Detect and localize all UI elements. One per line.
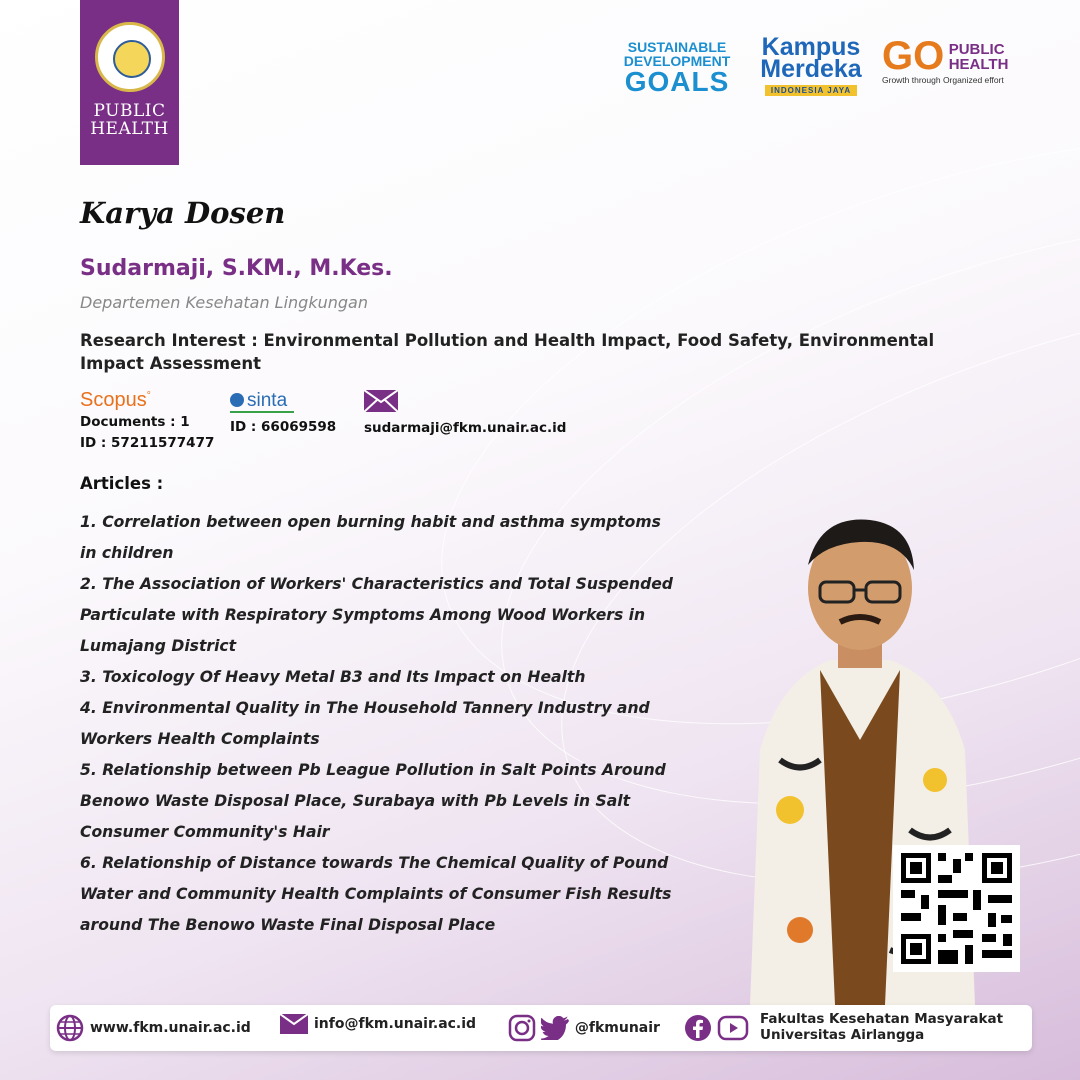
scopus-id: ID : 57211577477 bbox=[80, 435, 215, 451]
envelope-icon bbox=[280, 1014, 308, 1034]
email-text: info@fkm.unair.ac.id bbox=[314, 1016, 477, 1032]
institution-line2: Universitas Airlangga bbox=[760, 1027, 925, 1043]
article-item: 4. Environmental Quality in The Household Tannery Industry and Workers Health Complaints bbox=[80, 699, 650, 748]
instagram-icon bbox=[508, 1014, 536, 1042]
go-mark-text: GO bbox=[882, 34, 945, 78]
sinta-icon bbox=[230, 393, 244, 407]
sinta-logo bbox=[230, 390, 336, 412]
footer-social[interactable] bbox=[508, 1014, 660, 1042]
sdg-line1: SUSTAINABLE bbox=[627, 39, 727, 55]
km-line1: Kampus bbox=[761, 33, 861, 61]
go-tagline: Growth through Organized effort bbox=[882, 75, 1004, 85]
article-item: 6. Relationship of Distance towards The Chemical Quality of Pound Water and Community Health Complaints of Consumer Fish Results around The Benowo Waste Final Disposal Place bbox=[80, 854, 672, 934]
articles-heading: Articles : bbox=[80, 474, 164, 493]
facebook-icon bbox=[684, 1014, 712, 1042]
globe-icon bbox=[56, 1014, 84, 1042]
logo-text-line1: PUBLIC bbox=[93, 101, 166, 121]
youtube-icon bbox=[717, 1015, 749, 1041]
sinta-label: sinta bbox=[247, 390, 288, 411]
km-line2: Merdeka bbox=[760, 55, 862, 83]
go-mark bbox=[882, 34, 945, 78]
article-item: 5. Relationship between Pb League Pollution in Salt Points Around Benowo Waste Disposal Place, Surabaya with Pb Levels in Salt Consumer Community's Hair bbox=[80, 761, 666, 841]
go-line2: HEALTH bbox=[948, 56, 1009, 73]
scopus-documents: Documents : 1 bbox=[80, 414, 190, 430]
article-item: 2. The Association of Workers' Characteristics and Total Suspended Particulate with Respiratory Symptoms Among Wood Workers in Lumajang District bbox=[80, 575, 673, 655]
kampus-merdeka-logo bbox=[752, 33, 870, 98]
logo-text-line2: HEALTH bbox=[90, 119, 169, 139]
article-item: 1. Correlation between open burning habit and asthma symptoms in children bbox=[80, 513, 661, 562]
sdg-logo bbox=[622, 40, 732, 96]
go-words bbox=[949, 42, 1009, 72]
unair-seal-icon bbox=[95, 22, 165, 92]
twitter-icon bbox=[541, 1016, 569, 1040]
public-health-logo bbox=[80, 0, 179, 165]
institution-line1: Fakultas Kesehatan Masyarakat bbox=[760, 1011, 1004, 1027]
footer-video-social[interactable] bbox=[684, 1014, 749, 1042]
lecturer-name: Sudarmaji, S.KM., M.Kes. bbox=[80, 256, 393, 281]
envelope-icon bbox=[364, 390, 398, 412]
social-handle-text: @fkmunair bbox=[574, 1020, 660, 1036]
footer-website[interactable] bbox=[56, 1014, 251, 1042]
scopus-logo: Scopus° bbox=[80, 389, 151, 411]
research-interest: Research Interest : Environmental Pollution and Health Impact, Food Safety, Environmental Impact Assessment bbox=[80, 331, 935, 373]
sdg-line3: GOALS bbox=[624, 66, 730, 97]
articles-list bbox=[80, 507, 680, 941]
go-public-health-logo bbox=[882, 34, 1027, 85]
sinta-id: ID : 66069598 bbox=[230, 419, 337, 435]
km-tagline: INDONESIA JAYA bbox=[765, 85, 857, 96]
footer-bar bbox=[50, 1005, 1032, 1051]
email-block bbox=[364, 390, 566, 439]
scopus-label: Scopus bbox=[80, 389, 147, 411]
sdg-line2: DEVELOPMENT bbox=[623, 53, 731, 69]
go-line1: PUBLIC bbox=[948, 41, 1005, 58]
article-item: 3. Toxicology Of Heavy Metal B3 and Its Impact on Health bbox=[80, 668, 586, 686]
qr-code[interactable] bbox=[893, 845, 1020, 972]
institution-name bbox=[760, 1011, 1003, 1043]
page-title: Karya Dosen bbox=[80, 196, 286, 230]
email-address[interactable]: sudarmaji@fkm.unair.ac.id bbox=[364, 420, 567, 436]
lecturer-department: Departemen Kesehatan Lingkungan bbox=[80, 293, 368, 312]
scopus-block bbox=[80, 389, 214, 454]
footer-email[interactable] bbox=[280, 1014, 476, 1034]
website-text: www.fkm.unair.ac.id bbox=[90, 1020, 251, 1036]
sinta-block bbox=[230, 390, 336, 438]
